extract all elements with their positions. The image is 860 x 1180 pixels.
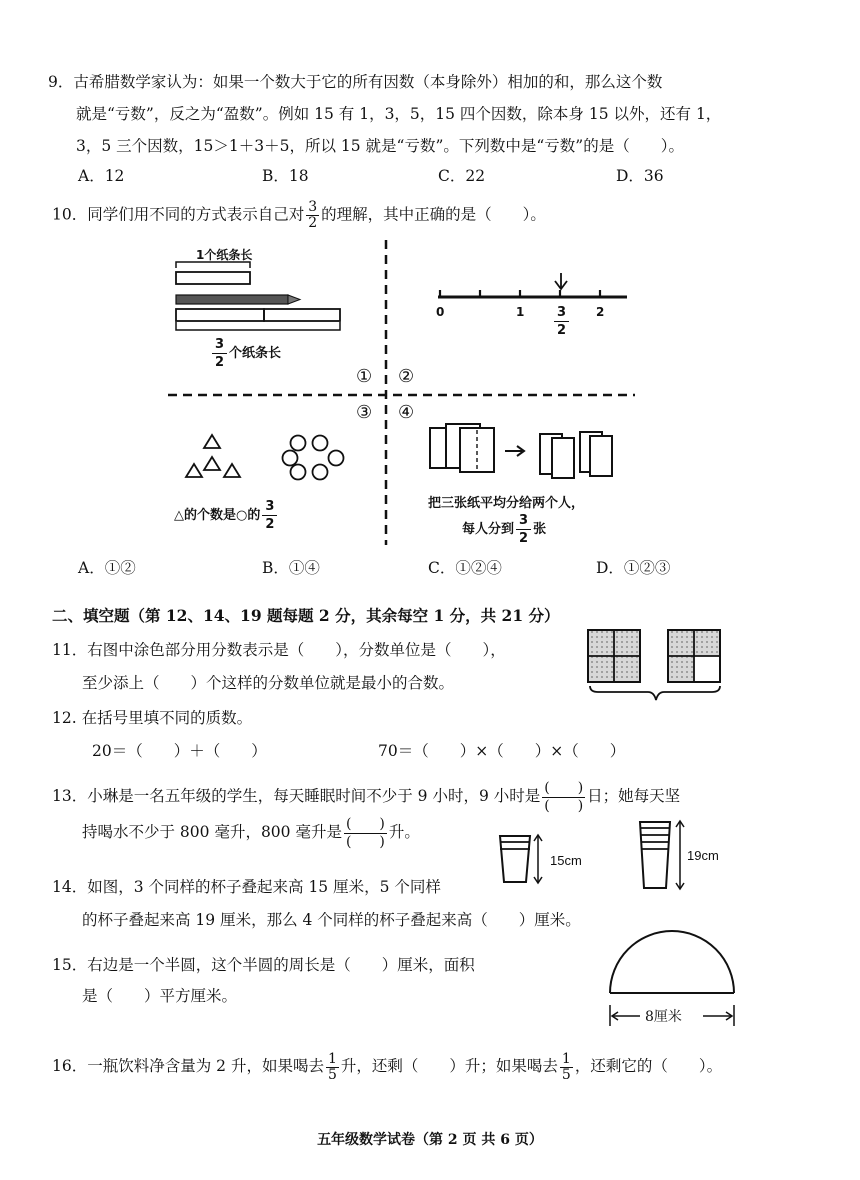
q15-line-1: 15．右边是一个半圆，这个半圆的周长是（ ）厘米，面积 xyxy=(52,956,475,974)
q10-option-c[interactable]: C．①②④ xyxy=(428,559,502,577)
q14-label-19cm: 19cm xyxy=(687,848,719,863)
q14-line-2: 的杯子叠起来高 19 厘米，那么 4 个同样的杯子叠起来高（ ）厘米。 xyxy=(82,911,581,929)
q9-option-d[interactable]: D．36 xyxy=(616,167,664,185)
fig4-caption-line-1: 把三张纸平均分给两个人， xyxy=(428,496,585,511)
quadrant-label-1: ① xyxy=(356,366,373,387)
q9-line-1: 9．古希腊数学家认为：如果一个数大于它的所有因数（本身除外）相加的和，那么这个数 xyxy=(48,73,663,91)
q13-line-2: 持喝水不少于 800 毫升，800 毫升是 $\frac{( )}{( )}$ 升。 xyxy=(82,815,420,850)
q14-label-15cm: 15cm xyxy=(550,853,582,868)
q11-line-1: 11．右图中涂色部分用分数表示是（ ），分数单位是（ ）， xyxy=(52,641,506,659)
q12-title: 12. 在括号里填不同的质数。 xyxy=(52,709,253,727)
q10-text-pre: 10．同学们用不同的方式表示自己对 xyxy=(52,205,305,224)
q10-option-b[interactable]: B．①④ xyxy=(262,559,320,577)
q12-equation-1: 20＝（ ）＋（ ） xyxy=(92,742,267,760)
fig4-caption-line-2: 每人分到 $\frac{3}{2}$ 张 xyxy=(462,513,547,546)
fig1-fraction: $\frac{3}{2}$ xyxy=(212,336,227,371)
quadrant-label-4: ④ xyxy=(398,402,415,423)
q10-option-a[interactable]: A．①② xyxy=(78,559,136,577)
section-2-heading: 二、填空题（第 12、14、19 题每题 2 分，其余每空 1 分，共 21 分） xyxy=(52,606,560,625)
page-footer: 五年级数学试卷（第 2 页 共 6 页） xyxy=(317,1132,543,1148)
q10-fraction: $\frac{3}{2}$ xyxy=(308,199,318,231)
q13-line-1: 13．小琳是一名五年级的学生，每天睡眠时间不少于 9 小时，9 小时是 $\frac{( )}{( )}$ 日；她每天坚 xyxy=(52,779,681,814)
fig2-tick-1: 1 xyxy=(516,305,525,319)
q15-dimension-label: 8厘米 xyxy=(645,1009,682,1025)
fig2-mark-fraction: $\frac{3}{2}$ xyxy=(552,304,571,339)
quadrant-label-2: ② xyxy=(398,366,415,387)
q15-line-2: 是（ ）平方厘米。 xyxy=(82,987,238,1005)
q12-equation-2: 70＝（ ）×（ ）×（ ） xyxy=(378,742,626,760)
q9-line-3: 3，5 三个因数，15＞1＋3＋5，所以 15 就是“亏数”。下列数中是“亏数”的是（ ）。 xyxy=(76,137,684,155)
fig2-tick-0: 0 xyxy=(436,305,445,319)
q10-text-post: 的理解，其中正确的是（ ）。 xyxy=(321,205,546,224)
q9-option-a[interactable]: A．12 xyxy=(78,167,125,185)
fig1-bottom-label: $\frac{3}{2}$ 个纸条长 xyxy=(210,336,281,371)
q9-option-b[interactable]: B．18 xyxy=(262,167,309,185)
q11-line-2: 至少添上（ ）个这样的分数单位就是最小的合数。 xyxy=(82,674,455,692)
q10-option-d[interactable]: D．①②③ xyxy=(596,559,671,577)
fig1-top-label: 1个纸条长 xyxy=(196,248,253,262)
quadrant-label-3: ③ xyxy=(356,402,373,423)
fig3-caption: △的个数是○的 $\frac{3}{2}$ xyxy=(174,498,279,533)
q9-option-c[interactable]: C．22 xyxy=(438,167,486,185)
q14-line-1: 14．如图，3 个同样的杯子叠起来高 15 厘米，5 个同样 xyxy=(52,878,441,896)
q9-line-2: 就是“亏数”，反之为“盈数”。例如 15 有 1，3，5，15 四个因数，除本身 15 以外，还有 1， xyxy=(76,105,722,123)
fig2-tick-2: 2 xyxy=(596,305,605,319)
q16-question: 16．一瓶饮料净含量为 2 升，如果喝去 $\frac{1}{5}$ 升，还剩（ ）升；如果喝去 $\frac{1}{5}$ ，还剩它的（ ）。 xyxy=(52,1050,723,1083)
